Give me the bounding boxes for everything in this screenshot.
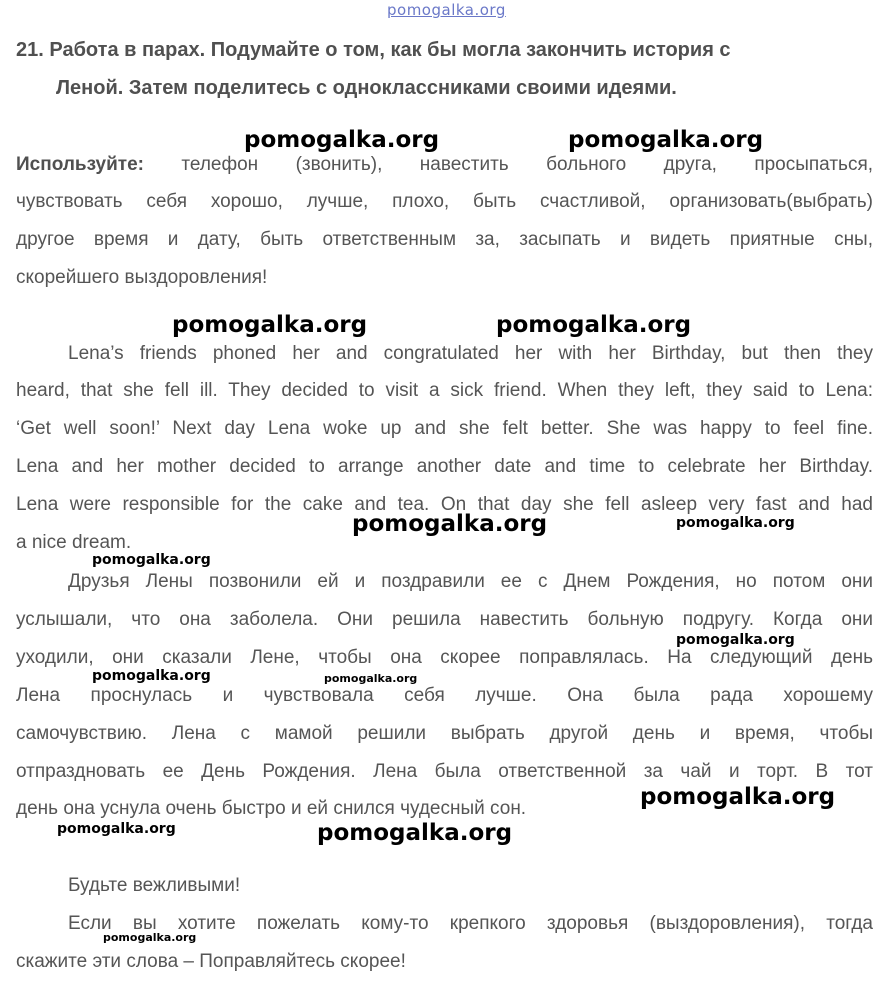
watermark: pomogalka.org — [103, 931, 197, 944]
watermark: pomogalka.org — [317, 820, 513, 846]
russian-line-2: услышали, что она заболела. Они решила навестить больную подругу. Когда они — [16, 609, 873, 630]
task-title-text-1: Работа в парах. Подумайте о том, как бы могла закончить история с — [49, 39, 731, 61]
russian-line-5: самочувствию. Лена с мамой решили выбрать другой день и время, чтобы — [16, 723, 873, 744]
russian-line-7: день она уснула очень быстро и ей снился чудесный сон. — [16, 798, 527, 819]
english-line-6: a nice dream. — [16, 532, 132, 553]
watermark: pomogalka.org — [324, 672, 418, 685]
politeness-line-2: скажите эти слова – Поправляйтесь скорее! — [16, 951, 406, 972]
russian-line-3: уходили, они сказали Лене, чтобы она скорее поправлялась. На следующий день — [16, 647, 873, 668]
use-line-1 — [16, 153, 873, 177]
english-line-4: Lena and her mother decided to arrange another date and time to celebrate her Birthday. — [16, 456, 873, 477]
watermark: pomogalka.org — [57, 821, 176, 837]
watermark: pomogalka.org — [92, 668, 211, 684]
watermark: pomogalka.org — [568, 127, 764, 153]
english-line-5: Lena were responsible for the cake and tea. On that day she fell asleep very fast and had — [16, 494, 873, 515]
watermark: pomogalka.org — [92, 552, 211, 568]
russian-line-6: отпраздновать ее День Рождения. Лена была ответственной за чай и торт. В тот — [16, 761, 873, 782]
politeness-line-1: Если вы хотите пожелать кому-то крепкого здоровья (выздоровления), тогда — [68, 913, 873, 934]
watermark: pomogalka.org — [676, 632, 795, 648]
watermark: pomogalka.org — [676, 515, 795, 531]
english-line-1: Lena’s friends phoned her and congratulated her with her Birthday, but then they — [68, 343, 873, 364]
watermark: pomogalka.org — [640, 784, 836, 810]
watermark-top: pomogalka.org — [387, 1, 506, 19]
use-line-2: чувствовать себя хорошо, лучше, плохо, быть счастливой, организовать(выбрать) — [16, 191, 873, 212]
russian-line-1: Друзья Лены позвонили ей и поздравили ее с Днем Рождения, но потом они — [68, 571, 873, 592]
watermark: pomogalka.org — [172, 312, 368, 338]
use-line-4: скорейшего выздоровления! — [16, 267, 268, 288]
use-text-1: телефон (звонить), навестить больного друга, просыпаться, — [181, 154, 873, 175]
watermark: pomogalka.org — [352, 511, 548, 537]
task-title-line-2: Леной. Затем поделитесь с одноклассниками своими идеями. — [56, 77, 677, 99]
russian-line-4: Лена проснулась и чувствовала себя лучше. Она была рада хорошему — [16, 685, 873, 706]
english-line-2: heard, that she fell ill. They decided to visit a sick friend. When they left, they said to Lena: — [16, 380, 873, 401]
use-label: Используйте: — [16, 154, 144, 175]
task-number: 21. — [16, 39, 44, 61]
politeness-heading: Будьте вежливыми! — [68, 875, 241, 896]
watermark: pomogalka.org — [496, 312, 692, 338]
use-line-3: другое время и дату, быть ответственным за, засыпать и видеть приятные сны, — [16, 229, 873, 250]
english-line-3: ‘Get well soon!’ Next day Lena woke up and she felt better. She was happy to feel fine. — [16, 418, 873, 439]
watermark: pomogalka.org — [244, 127, 440, 153]
task-title-line-1 — [16, 38, 731, 62]
